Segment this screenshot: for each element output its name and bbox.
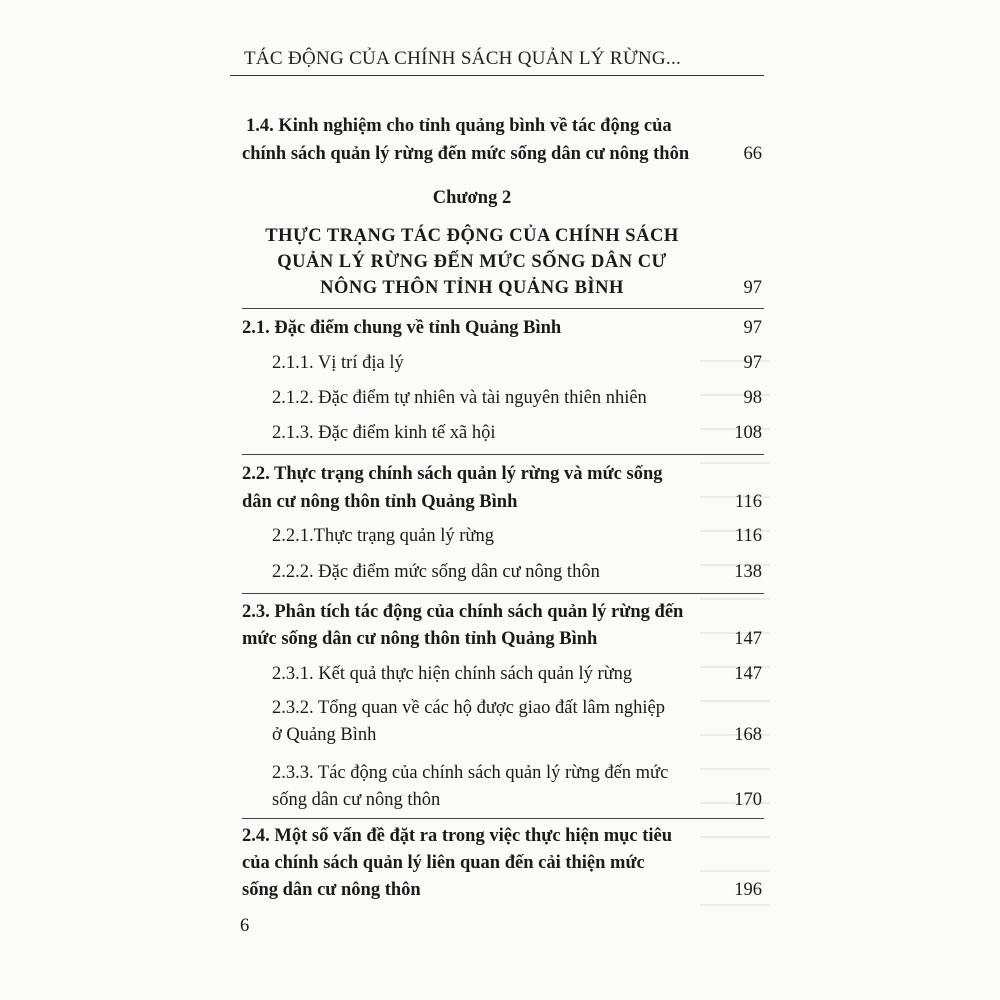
toc-2-1-page: 97	[743, 318, 762, 338]
section-divider	[242, 454, 764, 455]
toc-2-3-2-page: 168	[734, 725, 762, 745]
toc-2-2-page: 116	[734, 492, 762, 512]
toc-2-4-line3: sống dân cư nông thôn	[242, 880, 421, 900]
running-header: TÁC ĐỘNG CỦA CHÍNH SÁCH QUẢN LÝ RỪNG...	[244, 48, 682, 69]
chapter-label: Chương 2	[432, 188, 512, 208]
toc-2-2-1-page: 116	[734, 526, 762, 546]
toc-2-1-2-page: 98	[743, 388, 762, 408]
toc-2-3-3-line1: 2.3.3. Tác động của chính sách quản lý rừng đến mức	[272, 763, 669, 783]
toc-2-3-3-line2: sống dân cư nông thôn	[272, 790, 441, 810]
chapter-title-line1: THỰC TRẠNG TÁC ĐỘNG CỦA CHÍNH SÁCH	[265, 226, 679, 246]
toc-2-1-3-page: 108	[734, 423, 762, 443]
toc-2-1-1-page: 97	[743, 353, 762, 373]
toc-2-3-line2: mức sống dân cư nông thôn tỉnh Quảng Bình	[242, 629, 598, 649]
toc-2-2-2-page: 138	[734, 562, 762, 582]
toc-2-1-1: 2.1.1. Vị trí địa lý	[272, 353, 404, 373]
toc-2-3-2-line2: ở Quảng Bình	[272, 725, 377, 745]
chapter-title-line2: QUẢN LÝ RỪNG ĐẾN MỨC SỐNG DÂN CƯ	[277, 252, 667, 272]
chapter-page: 97	[743, 278, 762, 298]
toc-2-4-line1: 2.4. Một số vấn đề đặt ra trong việc thực hiện mục tiêu	[242, 826, 673, 846]
toc-1-4-page: 66	[743, 144, 762, 164]
toc-2-3-line1: 2.3. Phân tích tác động của chính sách quản lý rừng đến	[242, 602, 684, 622]
toc-2-2-1: 2.2.1.Thực trạng quản lý rừng	[272, 526, 494, 546]
section-divider	[242, 818, 764, 819]
toc-2-4-page: 196	[734, 880, 762, 900]
toc-2-3-1: 2.3.1. Kết quả thực hiện chính sách quản lý rừng	[272, 664, 633, 684]
toc-2-3-2-line1: 2.3.2. Tổng quan về các hộ được giao đất lâm nghiệp	[272, 698, 665, 718]
toc-1-4-line2: chính sách quản lý rừng đến mức sống dân cư nông thôn	[242, 144, 690, 164]
chapter-title-line3: NÔNG THÔN TỈNH QUẢNG BÌNH	[320, 278, 624, 298]
toc-2-3-1-page: 147	[734, 664, 762, 684]
toc-2-3-page: 147	[734, 629, 762, 649]
toc-2-2-2: 2.2.2. Đặc điểm mức sống dân cư nông thôn	[272, 562, 600, 582]
toc-2-1-3: 2.1.3. Đặc điểm kinh tế xã hội	[272, 423, 496, 443]
toc-2-4-line2: của chính sách quản lý liên quan đến cải thiện mức	[242, 853, 645, 873]
toc-2-1-2: 2.1.2. Đặc điểm tự nhiên và tài nguyên thiên nhiên	[272, 388, 647, 408]
toc-1-4-line1: 1.4. Kinh nghiệm cho tỉnh quảng bình về tác động của	[246, 116, 672, 136]
toc-2-1-title: 2.1. Đặc điểm chung về tỉnh Quảng Bình	[242, 318, 562, 338]
page-number: 6	[240, 916, 250, 936]
toc-2-3-3-page: 170	[734, 790, 762, 810]
toc-2-2-line1: 2.2. Thực trạng chính sách quản lý rừng và mức sống	[242, 464, 663, 484]
section-divider	[242, 593, 764, 594]
header-rule	[230, 75, 764, 76]
toc-2-2-line2: dân cư nông thôn tỉnh Quảng Bình	[242, 492, 518, 512]
section-divider	[242, 308, 764, 309]
